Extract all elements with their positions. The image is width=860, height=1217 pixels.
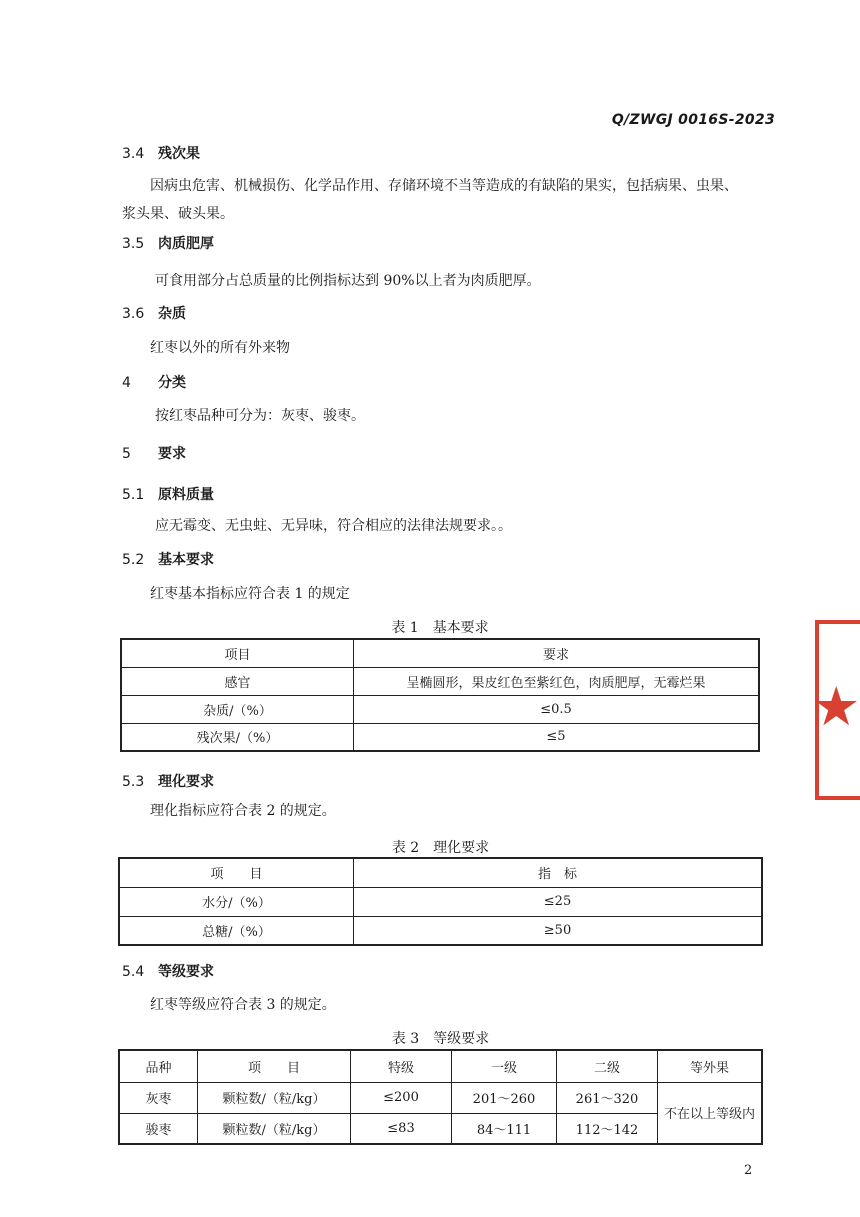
- section-5-2-text: 红枣基本指标应符合表 1 的规定: [150, 586, 350, 602]
- table2-caption: 表 2 理化要求: [391, 840, 490, 856]
- table1-cell: 杂质/（%）: [121, 695, 354, 723]
- star-icon: ★: [812, 675, 860, 738]
- section-number: 5.1: [122, 487, 145, 503]
- table3-cell: 颗粒数/（粒/kg）: [198, 1082, 351, 1113]
- section-3-5-text: 可食用部分占总质量的比例指标达到 90%以上者为肉质肥厚。: [155, 273, 541, 289]
- table3-caption: 表 3 等级要求: [391, 1031, 490, 1047]
- table3-cell: 261～320: [557, 1082, 658, 1113]
- table1-cell: 残次果/（%）: [121, 723, 354, 751]
- section-5-2-heading: [122, 549, 214, 569]
- table1-cell: ≤5: [354, 723, 760, 751]
- document-code: Q/ZWGJ 0016S-2023: [611, 112, 775, 128]
- page-number: 2: [744, 1163, 753, 1178]
- section-3-4-text-line1: 因病虫危害、机械损伤、化学品作用、存储环境不当等造成的有缺陷的果实，包括病果、虫果、: [150, 178, 738, 194]
- section-title: 理化要求: [158, 774, 214, 790]
- section-3-6-heading: [122, 303, 186, 323]
- section-5-heading: [122, 443, 186, 463]
- table1-cell: 呈椭圆形，果皮红色至紫红色，肉质肥厚，无霉烂果: [354, 667, 760, 695]
- table3-header: 二级: [557, 1050, 658, 1082]
- section-title: 杂质: [158, 306, 186, 322]
- section-4-heading: [122, 372, 186, 392]
- section-number: 5.3: [122, 774, 145, 790]
- table3-cell: ≤200: [351, 1082, 452, 1113]
- table3-cell: 骏枣: [119, 1113, 198, 1144]
- table1-cell: 感官: [121, 667, 354, 695]
- table1-header-item: 项目: [121, 639, 354, 667]
- section-title: 原料质量: [158, 487, 214, 503]
- table3-merged-cell: 不在以上等级内: [658, 1082, 763, 1144]
- section-3-4-text-line2: 浆头果、破头果。: [122, 206, 234, 222]
- table1: [120, 638, 760, 752]
- table2-cell: ≤25: [354, 887, 763, 916]
- section-5-1-text: 应无霉变、无虫蛀、无异味，符合相应的法律法规要求。。: [155, 518, 512, 534]
- section-5-3-text: 理化指标应符合表 2 的规定。: [150, 803, 336, 819]
- section-5-3-heading: [122, 771, 214, 791]
- table2-header-index: 指 标: [354, 858, 763, 887]
- table3-cell: 201～260: [452, 1082, 557, 1113]
- section-4-text: 按红枣品种可分为：灰枣、骏枣。: [155, 408, 365, 424]
- section-title: 分类: [158, 375, 186, 391]
- table3-cell: 84～111: [452, 1113, 557, 1144]
- table2-cell: ≥50: [354, 916, 763, 945]
- section-5-4-text: 红枣等级应符合表 3 的规定。: [150, 997, 336, 1013]
- section-title: 残次果: [158, 146, 200, 162]
- table1-caption: 表 1 基本要求: [391, 620, 489, 636]
- table3-header: 一级: [452, 1050, 557, 1082]
- table3-cell: 颗粒数/（粒/kg）: [198, 1113, 351, 1144]
- table2: [118, 857, 763, 946]
- section-title: 基本要求: [158, 552, 214, 568]
- section-number: 5.4: [122, 964, 145, 980]
- section-3-4-heading: [122, 143, 200, 163]
- section-3-6-text: 红枣以外的所有外来物: [150, 340, 290, 356]
- table1-header-requirement: 要求: [354, 639, 760, 667]
- section-title: 要求: [158, 446, 186, 462]
- table3-cell: 灰枣: [119, 1082, 198, 1113]
- table3-header: 特级: [351, 1050, 452, 1082]
- table3-header: 等外果: [658, 1050, 763, 1082]
- section-number: 3.4: [122, 146, 145, 162]
- section-title: 肉质肥厚: [158, 236, 214, 252]
- table3-cell: ≤83: [351, 1113, 452, 1144]
- section-number: 4: [122, 375, 131, 391]
- table1-cell: ≤0.5: [354, 695, 760, 723]
- table2-cell: 总糖/（%）: [119, 916, 354, 945]
- table2-header-item: 项 目: [119, 858, 354, 887]
- table3: [118, 1049, 763, 1145]
- section-title: 等级要求: [158, 964, 214, 980]
- section-number: 5: [122, 446, 131, 462]
- table3-cell: 112～142: [557, 1113, 658, 1144]
- table3-header: 品种: [119, 1050, 198, 1082]
- table3-header: 项 目: [198, 1050, 351, 1082]
- section-number: 3.5: [122, 236, 145, 252]
- section-number: 5.2: [122, 552, 145, 568]
- section-3-5-heading: [122, 233, 214, 253]
- section-number: 3.6: [122, 306, 145, 322]
- section-5-1-heading: [122, 484, 214, 504]
- table2-cell: 水分/（%）: [119, 887, 354, 916]
- section-5-4-heading: [122, 961, 214, 981]
